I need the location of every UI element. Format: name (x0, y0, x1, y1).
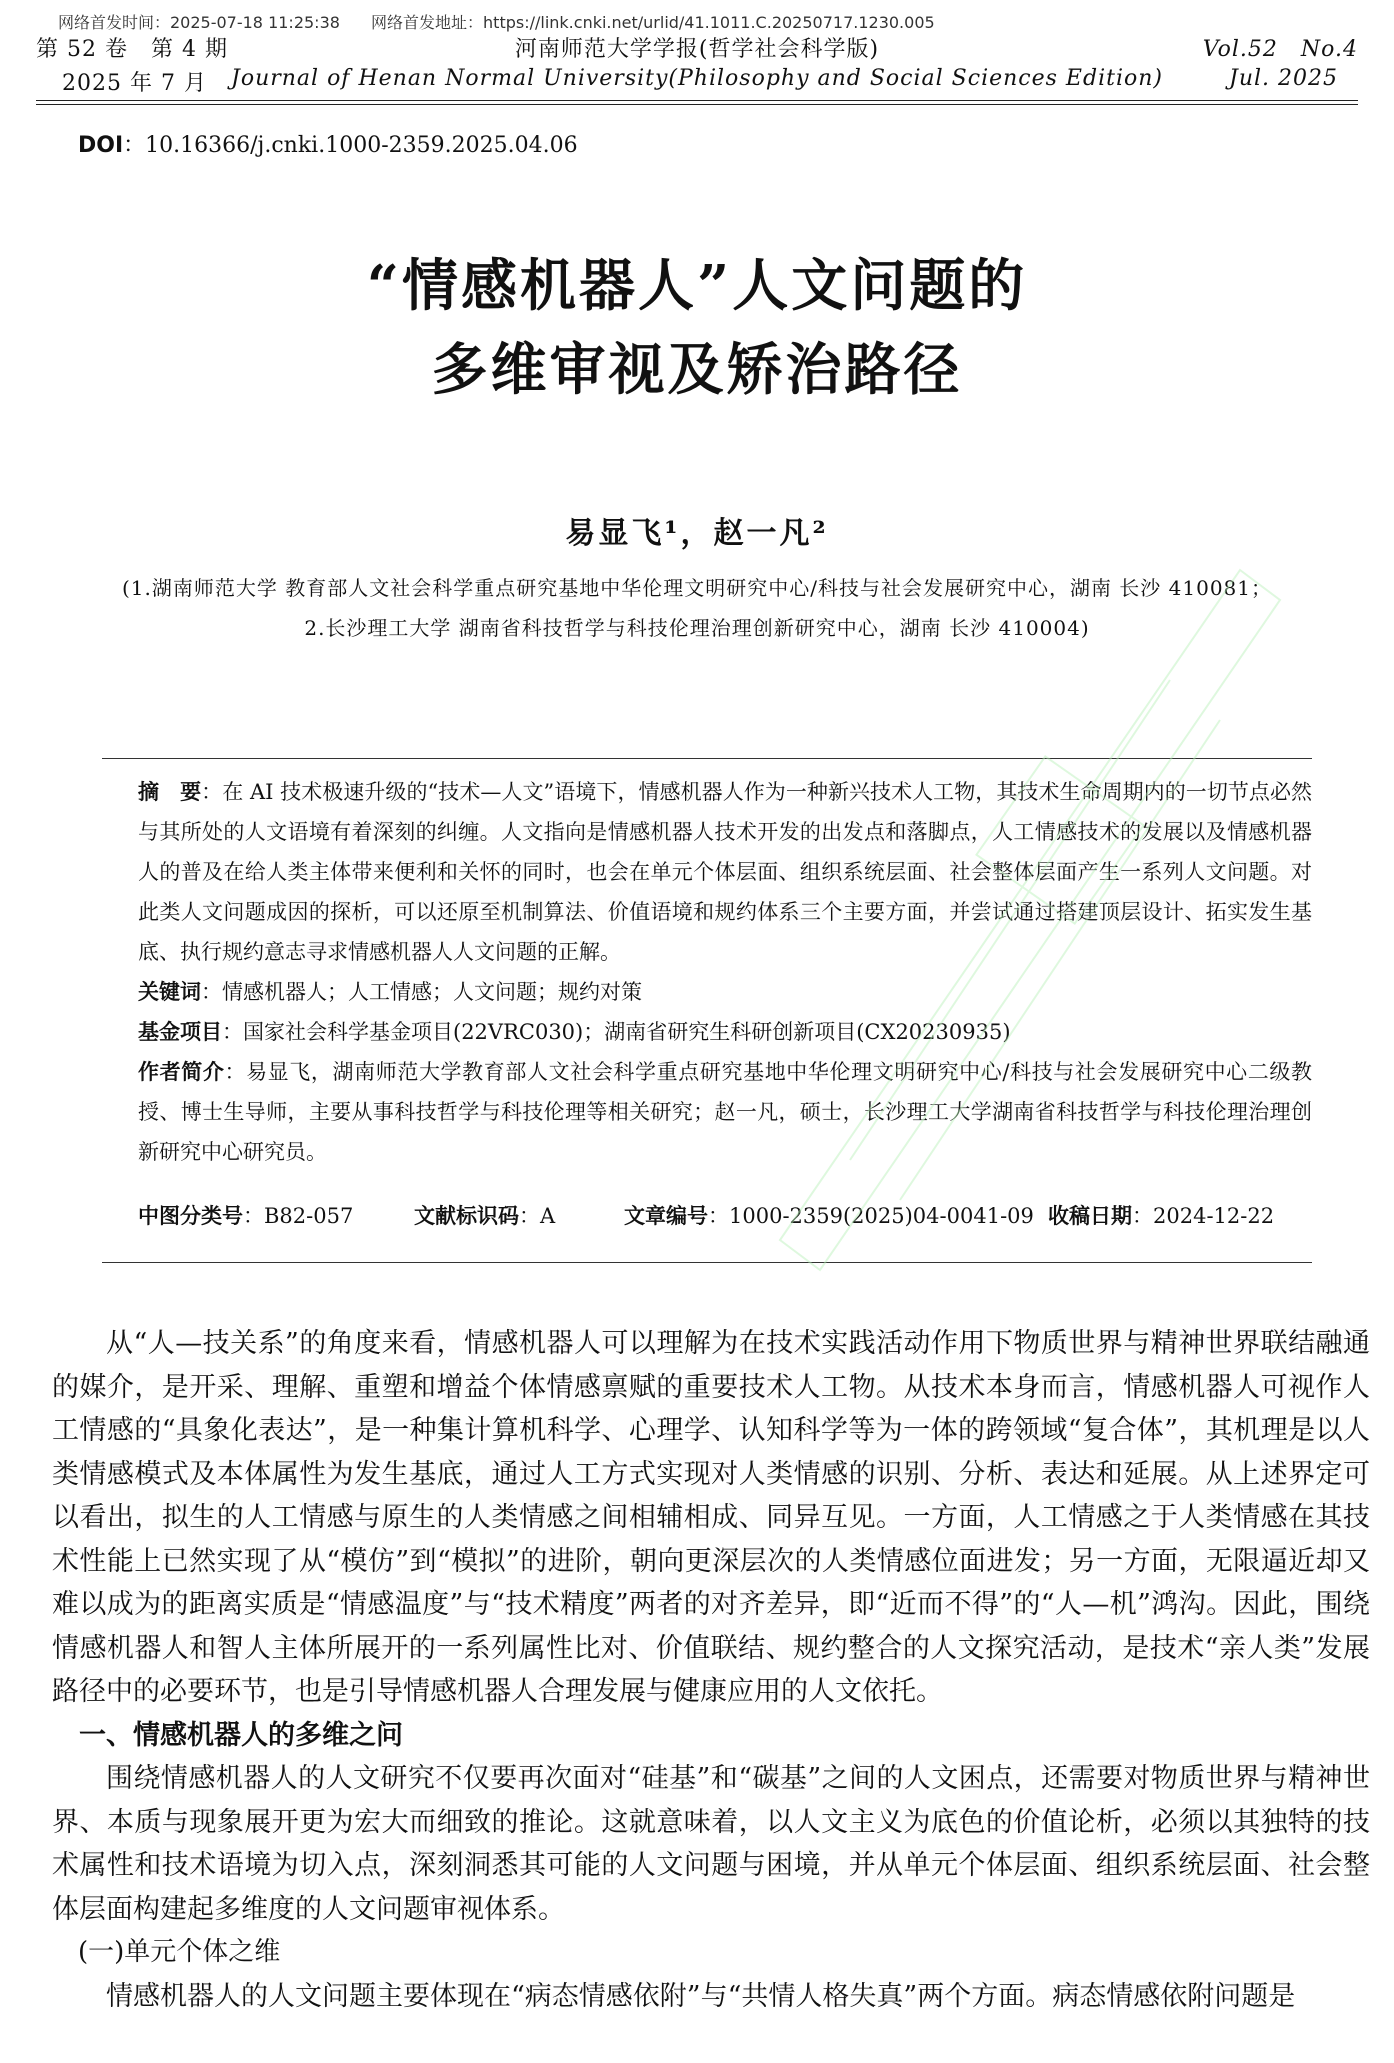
volume-number: Vol.52 No.4 (1202, 37, 1358, 62)
publish-url: 网络首发地址：https://link.cnki.net/urlid/41.1011.C.20250717.1230.005 (371, 13, 935, 32)
keywords-label: 关键词 (138, 980, 201, 1004)
main-body (52, 1322, 1370, 2018)
header-rule (36, 100, 1358, 101)
doi-value: ：10.16366/j.cnki.1000-2359.2025.04.06 (123, 133, 578, 158)
clc-item (138, 1200, 353, 1230)
online-publication-meta (58, 10, 961, 33)
doi-line (78, 128, 578, 159)
date-en: Jul. 2025 (1229, 66, 1338, 91)
keywords-paragraph (138, 972, 1312, 1012)
header-rule-thin (36, 104, 1358, 105)
funding-text: ：国家社会科学基金项目(22VRC030)；湖南省研究生科研创新项目(CX20230935) (222, 1020, 1011, 1044)
funding-paragraph (138, 1012, 1312, 1052)
abstract-top-rule (102, 758, 1312, 759)
abstract-label: 摘 要 (138, 780, 202, 804)
date-cn: 2025 年 7 月 (62, 71, 207, 96)
author-bio-label: 作者简介 (138, 1060, 225, 1084)
title-line-2: 多维审视及矫治路径 (431, 337, 963, 403)
doi-label: DOI (78, 133, 124, 158)
subsection-1-heading: (一)单元个体之维 (78, 1937, 281, 1967)
section-1-heading: 一、情感机器人的多维之问 (79, 1719, 403, 1751)
article-number-value: ：1000-2359(2025)04-0041-09 (708, 1204, 1034, 1228)
clc-label: 中图分类号 (138, 1204, 243, 1228)
doc-code-value: ：A (519, 1204, 556, 1228)
body-paragraph-1: 从“人—技关系”的角度来看，情感机器人可以理解为在技术实践活动作用下物质世界与精神世界联结融通的媒介，是开采、理解、重塑和增益个体情感禀赋的重要技术人工物。从技术本身而言，情感机器人可视作人工情感的“具象化表达”，是一种集计算机科学、心理学、认知科学等为一体的跨领域“复合体”，其机理是以人类情感模式及本体属性为发生基底，通过人工方式实现对人类情感的识别、分析、表达和延展。从上述界定可以看出，拟生的人工情感与原生的人类情感之间相辅相成、同异互见。一方面，人工情感之于人类情感在其技术性能上已然实现了从“模仿”到“模拟”的进阶，朝向更深层次的人类情感位面进发；另一方面，无限逼近却又难以成为的距离实质是“情感温度”与“技术精度”两者的对齐差异，即“近而不得”的“人—机”鸿沟。因此，围绕情感机器人和智人主体所展开的一系列属性比对、价值联结、规约整合的人文探究活动，是技术“亲人类”发展路径中的必要环节，也是引导情感机器人合理发展与健康应用的人文依托。 (52, 1328, 1370, 1707)
title-line-1: “情感机器人”人文问题的 (366, 253, 1028, 319)
publish-time: 网络首发时间：2025-07-18 11:25:38 (58, 13, 340, 32)
doc-code-label: 文献标识码 (414, 1204, 519, 1228)
authors: 易显飞¹，赵一凡² (565, 516, 829, 551)
affiliation-1: (1.湖南师范大学 教育部人文社会科学重点研究基地中华伦理文明研究中心/科技与社会发展研究中心，湖南 长沙 410081； (121, 576, 1273, 600)
received-date-label: 收稿日期 (1048, 1204, 1132, 1228)
paper-title (0, 244, 1394, 412)
author-bio-paragraph (138, 1052, 1312, 1172)
abstract-block (138, 772, 1312, 1172)
body-paragraph-2: 围绕情感机器人的人文研究不仅要再次面对“硅基”和“碳基”之间的人文困点，还需要对物质世界与精神世界、本质与现象展开更为宏大而细致的推论。这就意味着，以人文主义为底色的价值论析，必须以其独特的技术属性和技术语境为切入点，深刻洞悉其可能的人文问题与困境，并从单元个体层面、组织系统层面、社会整体层面构建起多维度的人文问题审视体系。 (52, 1763, 1370, 1925)
affiliation-2: 2.长沙理工大学 湖南省科技哲学与科技伦理治理创新研究中心，湖南 长沙 410004) (304, 616, 1090, 640)
clc-value: ：B82-057 (243, 1204, 354, 1228)
abstract-bottom-rule (102, 1262, 1312, 1263)
article-number-label: 文章编号 (624, 1204, 708, 1228)
doc-code-item (414, 1200, 555, 1230)
funding-label: 基金项目 (138, 1020, 222, 1044)
article-number-item (624, 1200, 1034, 1230)
journal-name-en: Journal of Henan Normal University(Philosophy and Social Sciences Edition) (231, 66, 1163, 91)
journal-name-cn: 河南师范大学学报(哲学社会科学版) (514, 37, 880, 62)
issue-cn: 第 52 卷 第 4 期 (36, 37, 228, 62)
received-date-item (1048, 1200, 1274, 1230)
keywords-text: ：情感机器人；人工情感；人文问题；规约对策 (201, 980, 642, 1004)
received-date-value: ：2024-12-22 (1132, 1204, 1275, 1228)
author-bio-text: ：易显飞，湖南师范大学教育部人文社会科学重点研究基地中华伦理文明研究中心/科技与社会发展研究中心二级教授、博士生导师，主要从事科技哲学与科技伦理等相关研究；赵一凡，硕士，长沙理工大学湖南省科技哲学与科技伦理治理创新研究中心研究员。 (138, 1060, 1313, 1164)
abstract-text: ：在 AI 技术极速升级的“技术—人文”语境下，情感机器人作为一种新兴技术人工物，其技术生命周期内的一切节点必然与其所处的人文语境有着深刻的纠缠。人文指向是情感机器人技术开发的出发点和落脚点，人工情感技术的发展以及情感机器人的普及在给人类主体带来便利和关怀的同时，也会在单元个体层面、组织系统层面、社会整体层面产生一系列人文问题。对此类人文问题成因的探析，可以还原至机制算法、价值语境和规约体系三个主要方面，并尝试通过搭建顶层设计、拓实发生基底、执行规约意志寻求情感机器人人文问题的正解。 (138, 780, 1313, 964)
abstract-paragraph (138, 772, 1312, 972)
body-paragraph-3: 情感机器人的人文问题主要体现在“病态情感依附”与“共情人格失真”两个方面。病态情感依附问题是 (106, 1980, 1296, 2012)
